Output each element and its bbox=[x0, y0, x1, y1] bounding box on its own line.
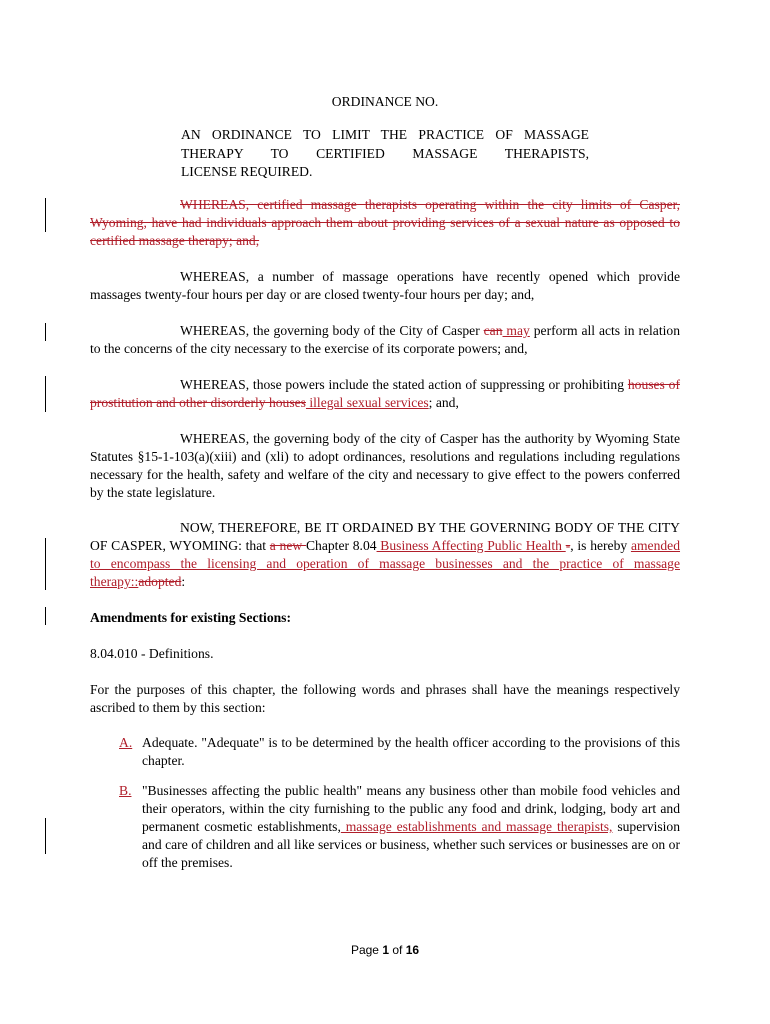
inserted-text: massage establishments and massage therapists, bbox=[340, 819, 613, 834]
whereas-paragraph-2 bbox=[90, 268, 680, 304]
deleted-text: a new bbox=[269, 538, 306, 553]
heading-line-3: LICENSE REQUIRED. bbox=[181, 164, 313, 179]
paragraph-text: , is hereby bbox=[570, 538, 631, 553]
whereas-paragraph-5 bbox=[90, 430, 680, 502]
footer-text: Page bbox=[350, 943, 383, 957]
paragraph-text: ; and, bbox=[428, 395, 459, 410]
ordinance-heading bbox=[181, 126, 589, 182]
deleted-text: WHEREAS, certified massage therapists operating within the city limits of Casper, Wyoming, have had individuals approach them about providing services of a sexual nature as opposed to certified massage therapy; and, bbox=[90, 197, 680, 248]
amendments-heading: Amendments for existing Sections: bbox=[90, 610, 291, 625]
change-bar bbox=[45, 198, 46, 232]
paragraph-text: Chapter 8.04 bbox=[305, 538, 377, 553]
intro-paragraph: For the purposes of this chapter, the following words and phrases shall have the meanings respectively ascribed to them by this section: bbox=[90, 682, 680, 715]
item-label: A. bbox=[119, 735, 133, 750]
change-bar bbox=[45, 538, 46, 590]
inserted-text: amended to encompass the licensing and operation of massage businesses and the practice of massage therapy:: bbox=[90, 538, 681, 589]
ordain-paragraph bbox=[90, 519, 680, 591]
item-text: Adequate. "Adequate" is to be determined by the health officer according to the provisions of this chapter. bbox=[142, 735, 680, 768]
paragraph-text: "Businesses affecting the public health" means any business other than mobile food vehicles and their operators, within the city furnishing to the public any food and drink, lodging, body art and permanent cosmetic establishments, bbox=[142, 783, 680, 834]
paragraph-text: WHEREAS, the governing body of the city of Casper has the authority by Wyoming State Statutes §15-1-103(a)(xiii) and (xli) to adopt ordinances, resolutions and regulations including regulations necessary for the health, safety and welfare of the city and necessary to give effect to the powers conferred by the state legislature. bbox=[90, 431, 680, 500]
heading-line-1: AN ORDINANCE TO LIMIT THE PRACTICE OF MASSAGE bbox=[181, 127, 589, 142]
deleted-text: - bbox=[565, 538, 571, 553]
item-label: B. bbox=[119, 783, 132, 798]
paragraph-text: WHEREAS, those powers include the stated action of suppressing or prohibiting bbox=[180, 377, 628, 392]
item-text bbox=[142, 782, 680, 872]
paragraph-text: WHEREAS, the governing body of the City of Casper bbox=[180, 323, 484, 338]
section-title: 8.04.010 - Definitions. bbox=[90, 646, 214, 661]
change-bar bbox=[45, 376, 46, 412]
paragraph-text: NOW, THEREFORE, BE IT ORDAINED BY THE GOVERNING BODY OF THE CITY OF CASPER, WYOMING: that bbox=[90, 520, 680, 553]
change-bar bbox=[45, 323, 46, 341]
total-pages-number: 16 bbox=[405, 943, 420, 957]
paragraph-text: : bbox=[181, 574, 186, 589]
ordinance-title: ORDINANCE NO. bbox=[331, 94, 439, 109]
whereas-paragraph-1 bbox=[90, 196, 680, 250]
paragraph-text: perform all acts in relation to the concerns of the city necessary to the exercise of its corporate powers; and, bbox=[90, 323, 680, 356]
current-page-number: 1 bbox=[382, 943, 389, 957]
deleted-text: houses of prostitution and other disorderly houses bbox=[90, 377, 680, 410]
change-bar bbox=[45, 607, 46, 625]
change-bar bbox=[45, 818, 46, 854]
inserted-text: illegal sexual services bbox=[305, 395, 429, 410]
page-footer bbox=[0, 943, 770, 957]
inserted-text: Business Affecting Public Health bbox=[376, 538, 566, 553]
whereas-paragraph-3 bbox=[90, 322, 680, 358]
paragraph-text: WHEREAS, a number of massage operations have recently opened which provide massages twenty-four hours per day or are closed twenty-four hours per day; and, bbox=[90, 269, 680, 302]
inserted-text: may bbox=[502, 323, 530, 338]
paragraph-text: supervision and care of children and all like services or business, whether such services or businesses are on or off the premises. bbox=[142, 819, 681, 870]
footer-text: of bbox=[389, 943, 406, 957]
heading-line-2: THERAPY TO CERTIFIED MASSAGE THERAPISTS, bbox=[181, 145, 589, 161]
deleted-text: adopted bbox=[138, 574, 182, 589]
whereas-paragraph-4 bbox=[90, 376, 680, 412]
deleted-text: can bbox=[483, 323, 503, 338]
